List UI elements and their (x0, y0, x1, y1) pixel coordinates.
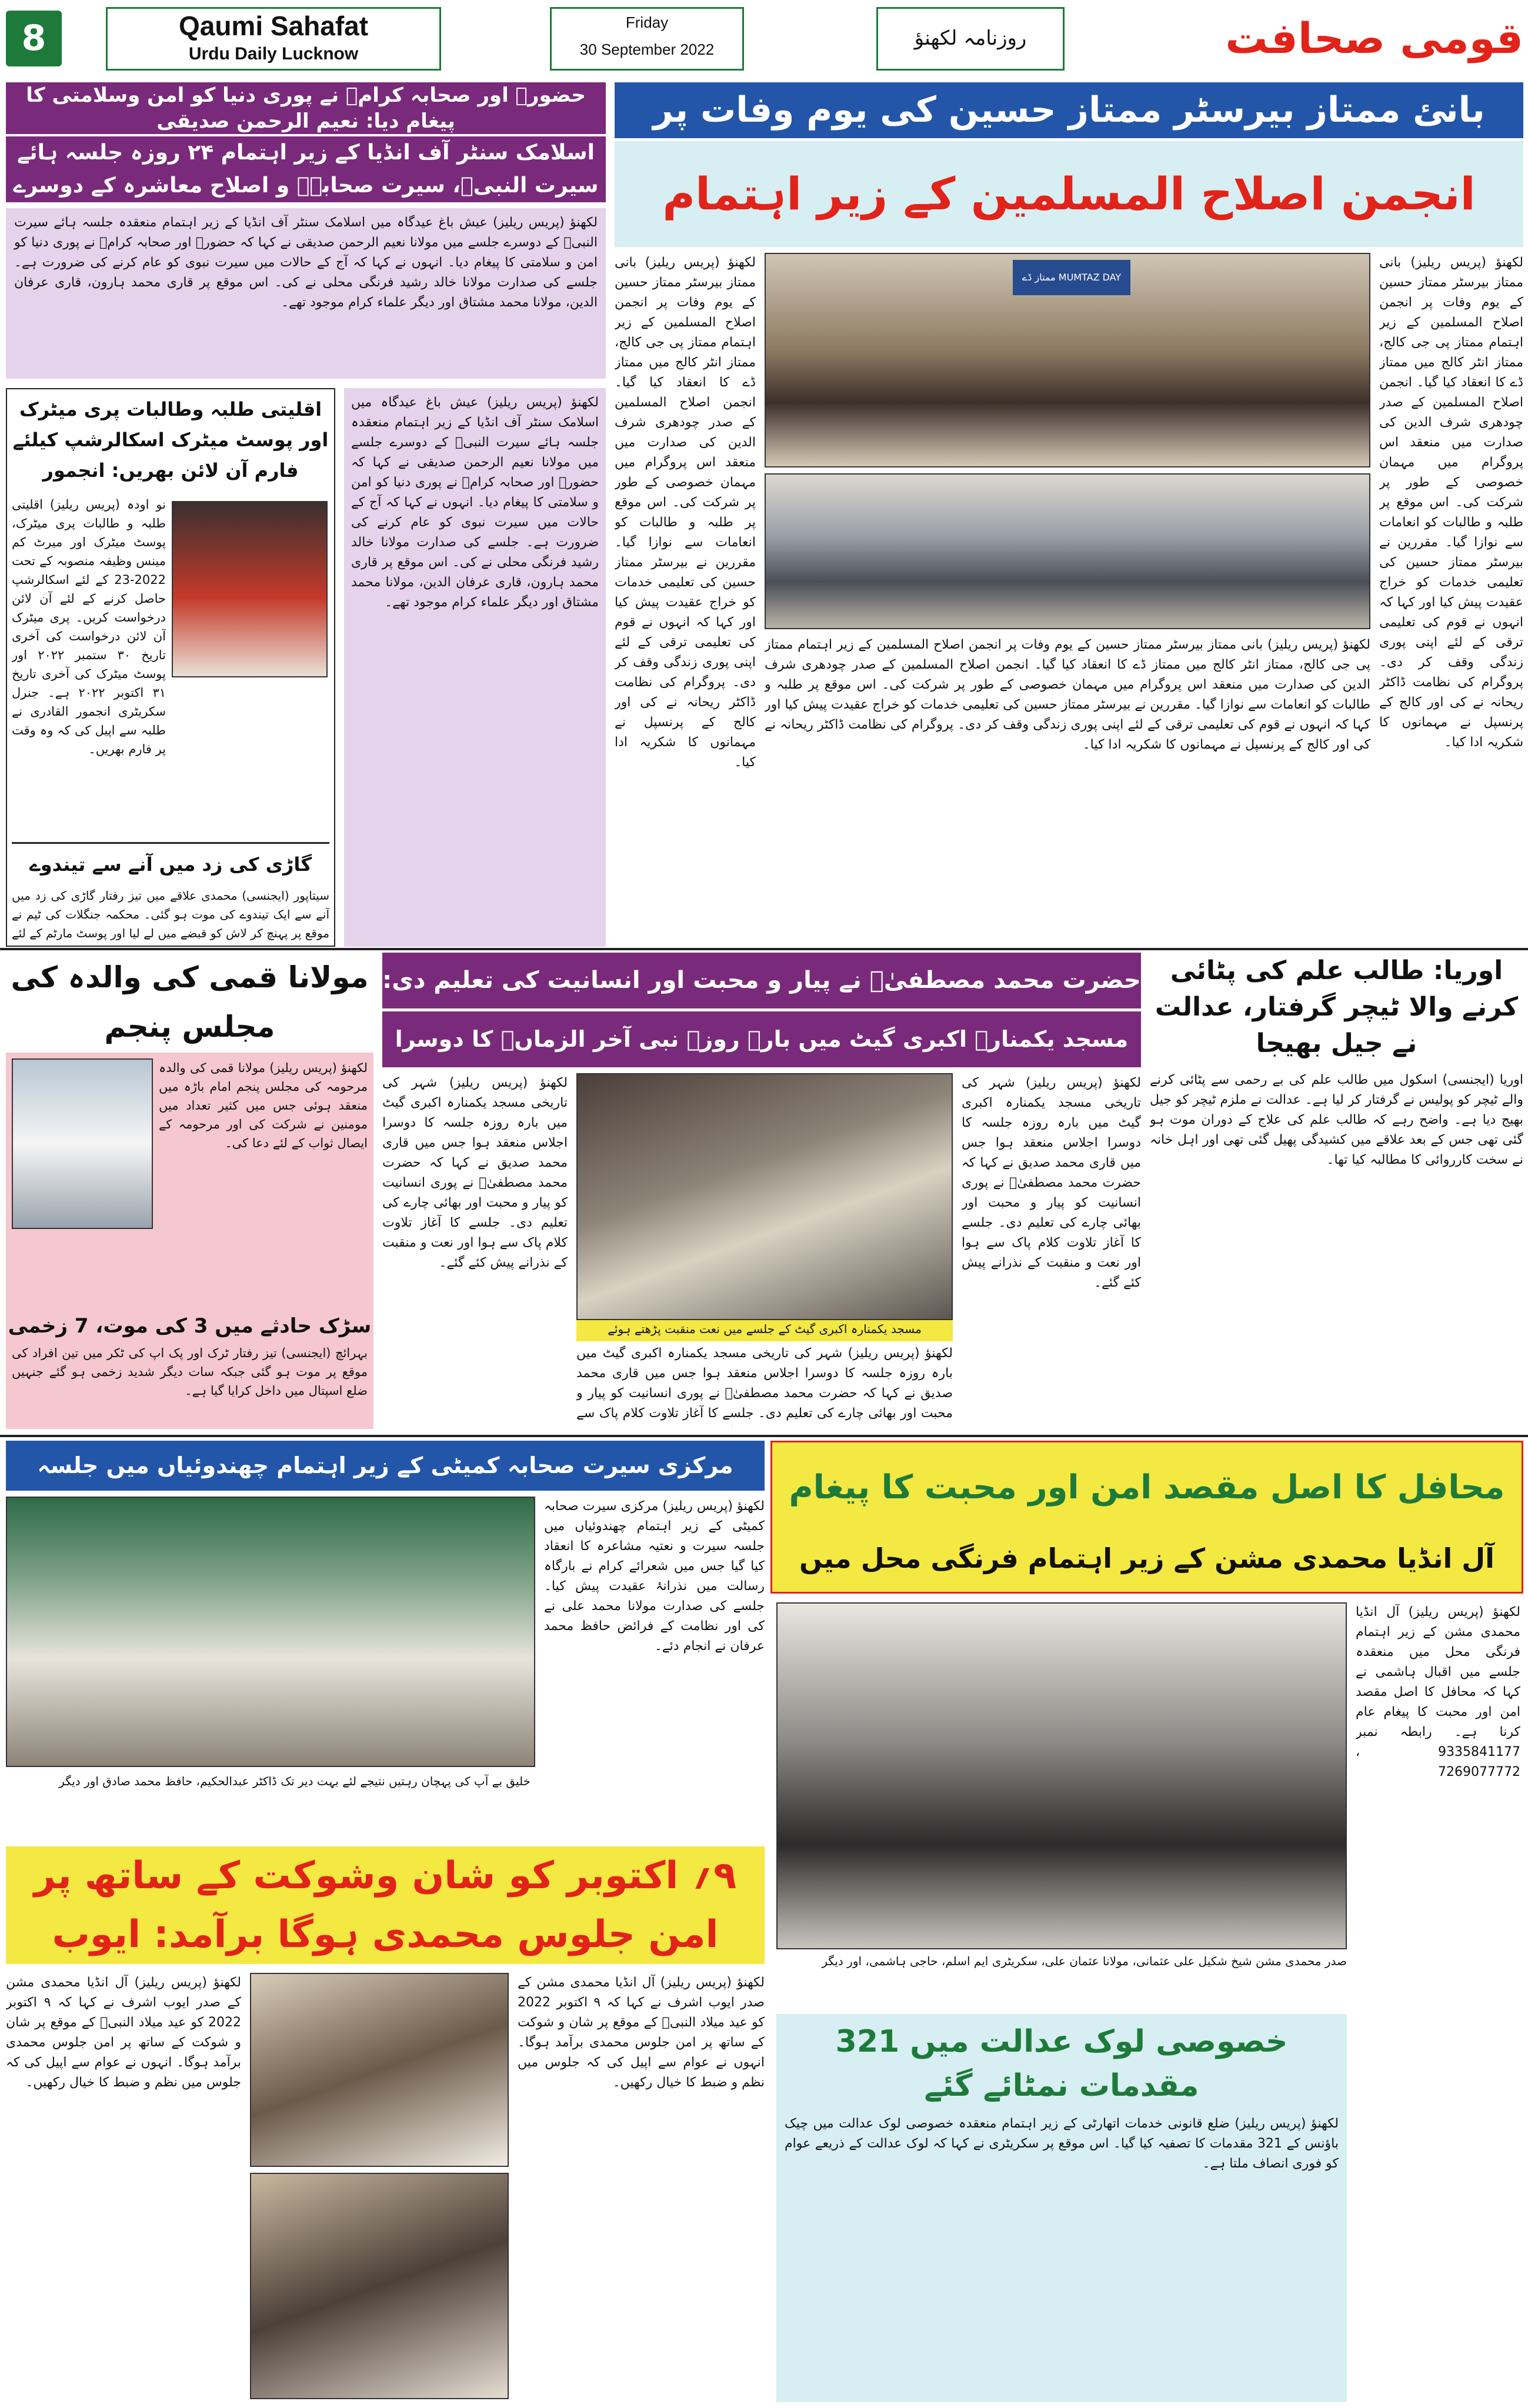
main-story-body-right: لکھنؤ (پریس ریلیز) بانی ممتاز بیرسٹر ممتاز حسین کے یوم وفات پر انجمن اصلاح المسلمین کے زیر اہتمام ممتاز پی جی کالج، ممتاز انٹر کالج میں ممتاز ڈے کا انعقاد کیا گیا۔ انجمن اصلاح المسلمین کے صدر چودھری شرف الدین کی صدارت میں منعقد اس پروگرام میں مہمان خصوصی کے طور پر شرکت کی۔ اس موقع پر طلبہ و طالبات کو انعامات سے نوازا گیا۔ مقررین نے بیرسٹر ممتاز حسین کی تعلیمی خدمات کو خراج عقیدت پیش کیا اور کہا کہ انہوں نے قوم کی تعلیمی ترقی کے لئے اپنی پوری زندگی وقف کر دی۔ پروگرام کی نظامت ڈاکٹر ریحانہ نے کی اور کالج کے پرنسپل نے مہمانوں کا شکریہ ادا کیا۔ (1379, 255, 1523, 750)
scholarship-box (6, 388, 335, 947)
scholarship-body: نو اودہ (پریس ریلیز) اقلیتی طلبہ و طالبات پری میٹرک، پوسٹ میٹرک اور میرٹ کم مینس وظیفہ منصوبہ کے تحت 2022-23 کے لئے اسکالرشپ حاصل کرنے کے لئے آن لائن درخواست کریں۔ پری میٹرک آن لائن درخواست کی آخری تاریخ ۳۰ ستمبر ۲۰۲۲ اور پوسٹ میٹرک کی آخری تاریخ ۳۱ اکتوبر ۲۰۲۲ ہے۔ جنرل سکریٹری انجمور القادری نے طلبہ سے اپیل کی کہ وہ وقت پر فارم بھریں۔ (12, 497, 166, 756)
islamic-body-left: لکھنؤ (پریس ریلیز) شہر کی تاریخی مسجد یکمنارہ اکبری گیٹ میں بارہ روزہ جلسہ کا دوسرا اجلاس منعقد ہوا جس میں قاری محمد صدیق نے کہا کہ حضرت محمد مصطفیٰؐ نے پوری انسانیت کو پیار و محبت اور بھائی چارے کی تعلیم دی۔ جلسے کا آغاز تلاوت کلام پاک سے ہوا اور نعت و منقبت کے نذرانے پیش کئے گئے۔ (382, 1076, 568, 1270)
main-story (615, 82, 1523, 947)
maulana-headline: مولانا قمی کی والدہ کی مجلس پنجم (6, 953, 373, 1053)
story-left-top-subhead: اسلامک سنٹر آف انڈیا کے زیر اہتمام ۲۴ روزہ جلسہ ہائے سیرت النبیؐ، سیرت صحابہؓ و اصلاح معاشرہ کے دوسرے (6, 136, 606, 202)
maulana-body: لکھنؤ (پریس ریلیز) مولانا قمی کی والدہ مرحومہ کی مجلس پنجم امام باڑہ میں منعقد ہوئی جس میں کثیر تعداد میں مومنین نے شرکت کی اور مرحومہ کے ایصال ثواب کے لئے دعا کی۔ (159, 1061, 368, 1150)
scholarship-person-photo (172, 501, 328, 677)
iqbal-subhead: آل انڈیا محمدی مشن کے زیر اہتمام فرنگی محل میں (799, 1542, 1494, 1574)
main-story-body-left: لکھنؤ (پریس ریلیز) بانی ممتاز بیرسٹر ممتاز حسین کے یوم وفات پر انجمن اصلاح المسلمین کے زیر اہتمام ممتاز پی جی کالج، ممتاز انٹر کالج میں ممتاز ڈے کا انعقاد کیا گیا۔ انجمن اصلاح المسلمین کے صدر چودھری شرف الدین کی صدارت میں منعقد اس پروگرام میں مہمان خصوصی کے طور پر شرکت کی۔ اس موقع پر طلبہ و طالبات کو انعامات سے نوازا گیا۔ مقررین نے بیرسٹر ممتاز حسین کی تعلیمی خدمات کو خراج عقیدت پیش کیا اور کہا کہ انہوں نے قوم کی تعلیمی ترقی کے لئے اپنی پوری زندگی وقف کر دی۔ پروگرام کی نظامت ڈاکٹر ریحانہ نے کی اور کالج کے پرنسپل نے مہمانوں کا شکریہ ادا کیا۔ (615, 255, 756, 770)
section-divider-1 (0, 948, 1528, 950)
seerat-committee-story (6, 1441, 765, 1841)
islamic-story (382, 953, 1141, 1429)
main-story-kicker: بانئ ممتاز بیرسٹر ممتاز حسین کی یوم وفات پر (615, 82, 1523, 138)
procession-body: لکھنؤ (پریس ریلیز) آل انڈیا محمدی مشن کے صدر ایوب اشرف نے کہا کہ ۹ اکتوبر 2022 کو عید میلاد النبیؐ کے موقع پر شان و شوکت کے ساتھ پر امن جلوس محمدی برآمد ہوگا۔ انہوں نے عوام سے اپیل کی کہ جلوس میں نظم و ضبط کا خیال رکھیں۔ (6, 1975, 241, 2090)
road-accident-body: بہرائچ (ایجنسی) تیز رفتار ٹرک اور پک اپ کی ٹکر میں تین افراد کی موقع پر موت ہو گئی جبکہ سات دیگر شدید زخمی ہو گئے جنہیں ضلع اسپتال میں داخل کرایا گیا ہے۔ (12, 1346, 368, 1398)
paper-name-urdu: قومی صحافت (1225, 14, 1523, 63)
iqbal-hashmi-story (770, 1441, 1523, 2405)
procession-photo-bottom (250, 2173, 509, 2399)
car-accident-headline: گاڑی کی زد میں آنے سے تیندوے (29, 853, 312, 876)
main-story-photo-audience (765, 473, 1370, 629)
seerat-body: لکھنؤ (پریس ریلیز) مرکزی سیرت صحابہ کمیٹی کے زیر اہتمام چھندوئیاں میں جلسہ سیرت و نعتیہ مشاعرہ کا انعقاد کیا گیا جس میں شعرائے کرام نے بارگاہ رسالت میں نذرانۂ عقیدت پیش کیا۔ جلسے کی صدارت مولانا محمد علی نے کی اور نظامت کے فرائض حافظ محمد عرفان نے انجام دئے۔ (544, 1499, 765, 1654)
story-left-top-body: لکھنؤ (پریس ریلیز) عیش باغ عیدگاہ میں اسلامک سنٹر آف انڈیا کے زیر اہتمام منعقدہ جلسہ ہائے سیرت النبیؐ کے دوسرے جلسے میں مولانا نعیم الرحمن صدیقی نے کہا کہ حضورؐ اور صحابہ کرامؓ نے پوری دنیا کو امن و سلامتی کا پیغام دیا۔ انہوں نے کہا کہ آج کے حالات میں سیرت نبوی کو عام کرنے کی ضرورت ہے۔ جلسے کی صدارت مولانا خالد رشید فرنگی محلی نے کی۔ اس موقع پر قاری محمد ہارون، قاری عرفان الدین، مولانا محمد مشتاق اور دیگر علماء کرام موجود تھے۔ (6, 208, 606, 379)
seerat-photo (6, 1497, 535, 1767)
roznama-box (876, 7, 1065, 71)
road-accident-headline: سڑک حادثے میں 3 کی موت، 7 زخمی (8, 1314, 372, 1338)
main-story-photo-stage (765, 253, 1370, 467)
iqbal-headline: محافل کا اصل مقصد امن اور محبت کا پیغام (789, 1468, 1505, 1507)
teacher-story (1150, 953, 1523, 1429)
seerat-caption: خلیق بے آپ کی پہچان رہتیں نتیجے لئے بہت دیر تک ڈاکٹر عبدالحکیم، حافظ محمد صادق اور دیگر (59, 1774, 531, 1788)
islamic-photo-caption: مسجد یکمنارہ اکبری گیٹ کے جلسے میں نعت منقبت پڑھتے ہوئے (576, 1320, 953, 1341)
islamic-body-right: لکھنؤ (پریس ریلیز) شہر کی تاریخی مسجد یکمنارہ اکبری گیٹ میں بارہ روزہ جلسہ کا دوسرا اجلاس منعقد ہوا جس میں قاری محمد صدیق نے کہا کہ حضرت محمد مصطفیٰؐ نے پوری انسانیت کو پیار و محبت اور بھائی چارے کی تعلیم دی۔ جلسے کا آغاز تلاوت کلام پاک سے ہوا اور نعت و منقبت کے نذرانے پیش کئے گئے۔ (962, 1076, 1141, 1290)
iqbal-caption: صدر محمدی مشن شیخ شکیل علی عثمانی، مولانا عثمان علی، سکریٹری ایم اسلم، حاجی ہاشمی، اور دیگر (822, 1954, 1347, 1968)
paper-name-en: Qaumi Sahafat (178, 11, 369, 41)
procession-headline: ۹؍ اکتوبر کو شان وشوکت کے ساتھ پر امن جلوس محمدی ہوگا برآمد: ایوب (6, 1846, 765, 1964)
lok-adalat-box (776, 2014, 1347, 2402)
islamic-subhead: مسجد یکمنارہ اکبری گیٹ میں بارہ روزہ نبی آخر الزماںؐ کا دوسرا (382, 1011, 1141, 1067)
page-number: 8 (21, 18, 46, 59)
page-number-badge (6, 11, 62, 66)
maulana-story (6, 953, 373, 1429)
procession-body-right: لکھنؤ (پریس ریلیز) آل انڈیا محمدی مشن کے صدر ایوب اشرف نے کہا کہ ۹ اکتوبر 2022 کو عید میلاد النبیؐ کے موقع پر شان و شوکت کے ساتھ پر امن جلوس محمدی برآمد ہوگا۔ انہوں نے عوام سے اپیل کی کہ جلوس میں نظم و ضبط کا خیال رکھیں۔ (518, 1975, 765, 2090)
procession-photo-top (250, 1973, 509, 2167)
procession-story (6, 1846, 765, 2405)
islamic-headline: حضرت محمد مصطفیٰؐ نے پیار و محبت اور انسانیت کی تعلیم دی: (382, 953, 1141, 1008)
iqbal-body: لکھنؤ (پریس ریلیز) آل انڈیا محمدی مشن کے زیر اہتمام فرنگی محل میں منعقدہ جلسے میں اقبال ہاشمی نے کہا کہ محافل کا اصل مقصد امن اور محبت کا پیغام عام کرنا ہے۔ رابطہ نمبر 9335841177 ، 7269077772 (1356, 1605, 1520, 1779)
story-left-top-headline: حضورؐ اور صحابہ کرامؓ نے پوری دنیا کو امن وسلامتی کا پیغام دیا: نعیم الرحمن صدیقی (6, 82, 606, 134)
lok-adalat-body: لکھنؤ (پریس ریلیز) ضلع قانونی خدمات اتھارٹی کے زیر اہتمام منعقدہ خصوصی لوک عدالت میں چیک باؤنس کے 321 مقدمات کا تصفیہ کیا گیا۔ اس موقع پر سکریٹری نے کہا کہ لوک عدالت کے ذریعے عوام کو فوری انصاف ملتا ہے۔ (785, 2116, 1339, 2171)
section-divider-2 (0, 1435, 1528, 1437)
roznama-label: روزنامہ لکھنؤ (914, 26, 1027, 50)
teacher-body: اوریا (ایجنسی) اسکول میں طالب علم کی بے رحمی سے پٹائی کرنے والے ٹیچر کو پولیس نے گرفتار کر لیا ہے۔ عدالت نے ملزم ٹیچر کو جیل بھیج دیا ہے۔ واضح رہے کہ طالب علم کی علاج کے دوران موت ہو گئی تھی جس کے بعد علاقے میں کشیدگی پھیل گئی تھی اور اہل خانہ نے سخت کارروائی کا مطالبہ کیا تھا۔ (1150, 1073, 1523, 1167)
divider (12, 842, 329, 844)
main-story-photo-banner: ممتاز ڈے MUMTAZ DAY (1013, 260, 1130, 295)
issue-day: Friday (625, 14, 669, 31)
scholarship-headline: اقلیتی طلبہ وطالبات پری میٹرک اور پوسٹ میٹرک اسکالرشپ کیلئے فارم آن لائن بھریں: انجمور (12, 398, 329, 482)
islamic-photo (576, 1073, 953, 1320)
story-left-top (6, 82, 606, 947)
seerat-headline: مرکزی سیرت صحابہ کمیٹی کے زیر اہتمام چھندوئیاں میں جلسہ (6, 1441, 765, 1491)
iqbal-photo (776, 1602, 1347, 1949)
paper-subtitle-en: Urdu Daily Lucknow (188, 44, 359, 64)
date-box (550, 7, 744, 71)
main-story-body-bottom: لکھنؤ (پریس ریلیز) بانی ممتاز بیرسٹر ممتاز حسین کے یوم وفات پر انجمن اصلاح المسلمین کے زیر اہتمام ممتاز پی جی کالج، ممتاز انٹر کالج میں ممتاز ڈے کا انعقاد کیا گیا۔ انجمن اصلاح المسلمین کے صدر چودھری شرف الدین کی صدارت میں منعقد اس پروگرام میں مہمان خصوصی کے طور پر شرکت کی۔ اس موقع پر طلبہ و طالبات کو انعامات سے نوازا گیا۔ مقررین نے بیرسٹر ممتاز حسین کی تعلیمی خدمات کو خراج عقیدت پیش کیا اور کہا کہ انہوں نے قوم کی تعلیمی ترقی کے لئے اپنی پوری زندگی وقف کر دی۔ پروگرام کی نظامت ڈاکٹر ریحانہ نے کی اور کالج کے پرنسپل نے مہمانوں کا شکریہ ادا کیا۔ (765, 637, 1370, 752)
maulana-photo (12, 1058, 153, 1229)
teacher-headline: اوریا: طالب علم کی پٹائی کرنے والا ٹیچر گرفتار، عدالت نے جیل بھیجا (1155, 956, 1519, 1058)
english-name-box (106, 7, 441, 71)
story-left-top-continued: لکھنؤ (پریس ریلیز) عیش باغ عیدگاہ میں اسلامک سنٹر آف انڈیا کے زیر اہتمام منعقدہ جلسہ ہائے سیرت النبیؐ کے دوسرے جلسے میں مولانا نعیم الرحمن صدیقی نے کہا کہ حضورؐ اور صحابہ کرامؓ نے پوری دنیا کو امن و سلامتی کا پیغام دیا۔ انہوں نے کہا کہ آج کے حالات میں سیرت نبوی کو عام کرنے کی ضرورت ہے۔ جلسے کی صدارت مولانا خالد رشید فرنگی محلی نے کی۔ اس موقع پر قاری محمد ہارون، قاری عرفان الدین، مولانا محمد مشتاق اور دیگر علماء کرام موجود تھے۔ (344, 388, 606, 947)
car-accident-body: سیتاپور (ایجنسی) محمدی علاقے میں تیز رفتار گاڑی کی زد میں آنے سے ایک تیندوے کی موت ہو گئی۔ محکمہ جنگلات کی ٹیم نے موقع پر پہنچ کر لاش کو قبضے میں لے لیا اور پوسٹ مارٹم کے لئے (12, 889, 329, 940)
masthead (0, 0, 1528, 82)
islamic-body-bottom: لکھنؤ (پریس ریلیز) شہر کی تاریخی مسجد یکمنارہ اکبری گیٹ میں بارہ روزہ جلسہ کا دوسرا اجلاس منعقد ہوا جس میں قاری محمد صدیق نے کہا کہ حضرت محمد مصطفیٰؐ نے پوری انسانیت کو پیار و محبت اور بھائی چارے کی تعلیم دی۔ جلسے کا آغاز تلاوت کلام پاک سے (576, 1346, 953, 1421)
lok-adalat-headline: خصوصی لوک عدالت میں 321 مقدمات نمٹائے گئے (835, 2024, 1288, 2103)
main-story-headline: انجمن اصلاح المسلمین کے زیر اہتمام (615, 141, 1523, 247)
issue-date: 30 September 2022 (579, 41, 715, 58)
